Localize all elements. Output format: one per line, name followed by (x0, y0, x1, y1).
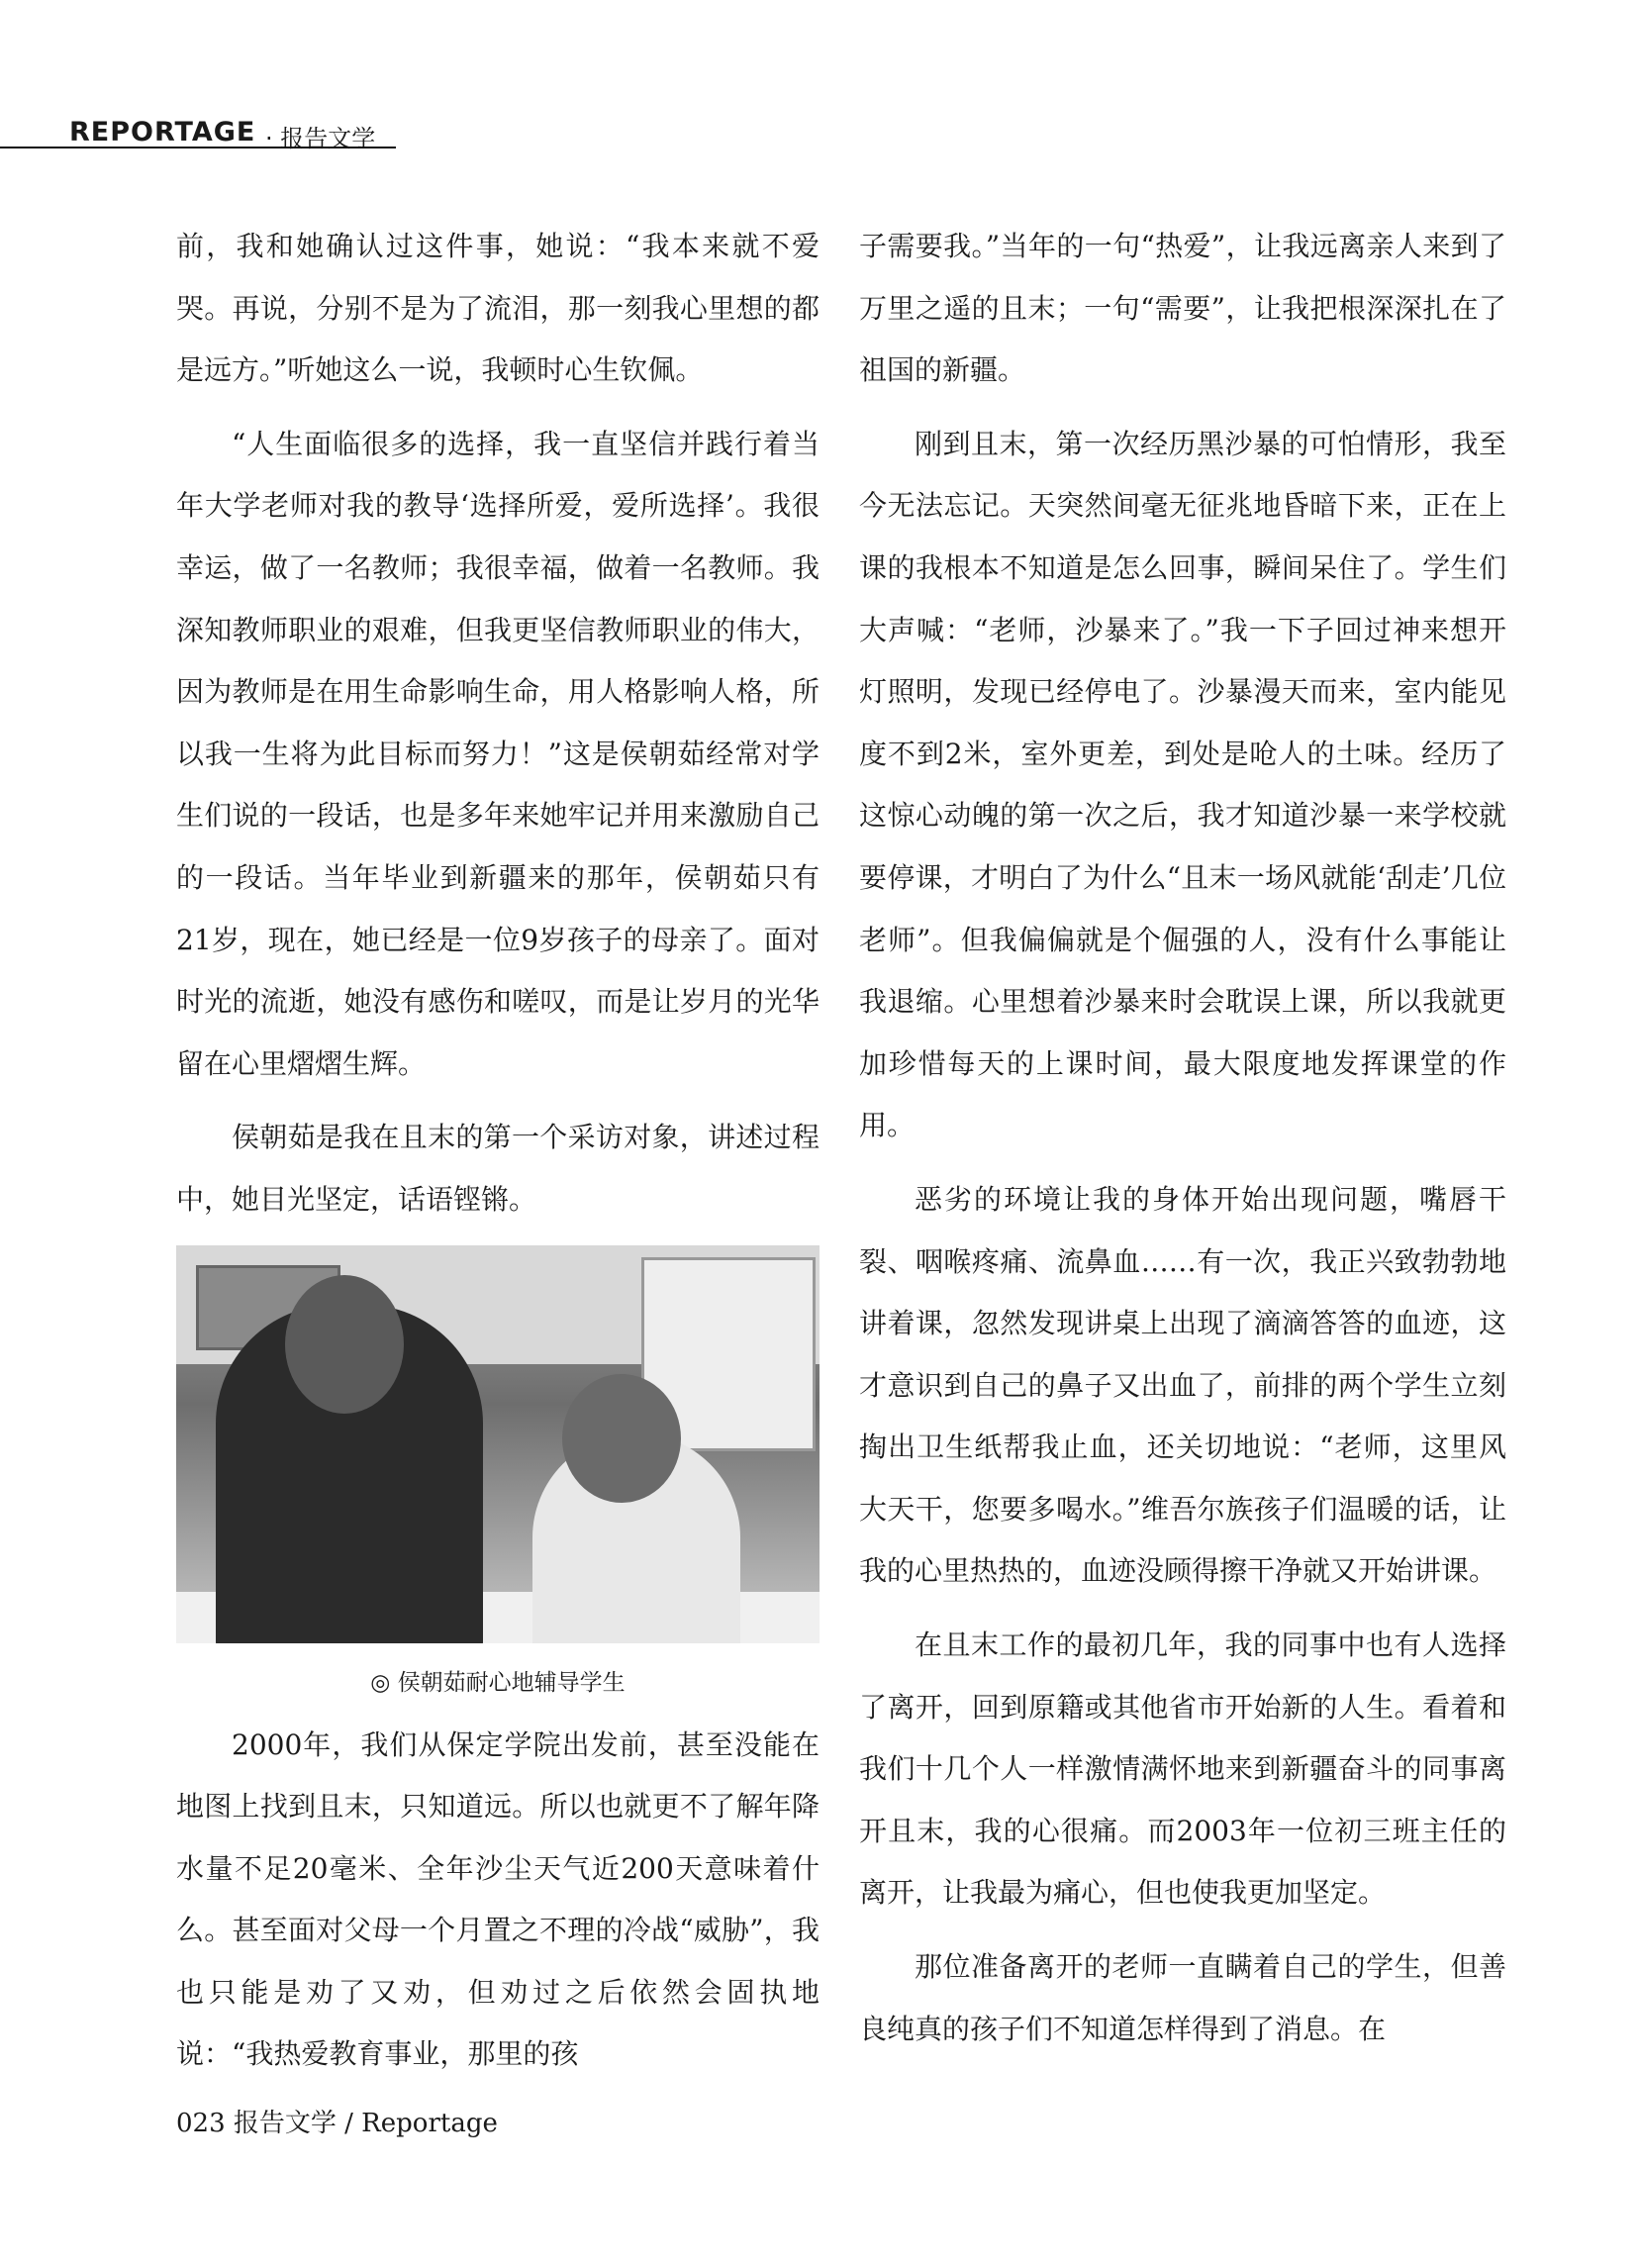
page-header (0, 117, 396, 152)
left-column (176, 216, 820, 2086)
magazine-brand: REPORTAGE (69, 117, 256, 148)
paragraph: 前，我和她确认过这件事，她说：“我本来就不爱哭。再说，分别不是为了流泪，那一刻我心里想的都是远方。”听她这么一说，我顿时心生钦佩。 (176, 230, 820, 387)
paragraph: 在且末工作的最初几年，我的同事中也有人选择了离开，回到原籍或其他省市开始新的人生。看着和我们十几个人一样激情满怀地来到新疆奋斗的同事离开且末，我的心很痛。而2003年一位初三班主任的离开，让我最为痛心，但也使我更加坚定。 (859, 1628, 1506, 1910)
paragraph: 侯朝茹是我在且末的第一个采访对象，讲述过程中，她目光坚定，话语铿锵。 (176, 1121, 820, 1216)
paragraph: 那位准备离开的老师一直瞒着自己的学生，但善良纯真的孩子们不知道怎样得到了消息。在 (859, 1950, 1506, 2045)
right-column (859, 216, 1506, 2060)
paragraph: “人生面临很多的选择，我一直坚信并践行着当年大学老师对我的教导‘选择所爱，爱所选择’。我很幸运，做了一名教师；我很幸福，做着一名教师。我深知教师职业的艰难，但我更坚信教师职业的伟大，因为教师是在用生命影响生命，用人格影响人格，所以我一生将为此目标而努力！”这是侯朝茹经常对学生们说的一段话，也是多年来她牢记并用来激励自己的一段话。当年毕业到新疆来的那年，侯朝茹只有21岁，现在，她已经是一位9岁孩子的母亲了。面对时光的流逝，她没有感伤和嗟叹，而是让岁月的光华留在心里熠熠生辉。 (176, 427, 820, 1080)
paragraph: 刚到且末，第一次经历黑沙暴的可怕情形，我至今无法忘记。天突然间毫无征兆地昏暗下来，正在上课的我根本不知道是怎么回事，瞬间呆住了。学生们大声喊：“老师，沙暴来了。”我一下子回过神来想开灯照明，发现已经停电了。沙暴漫天而来，室内能见度不到2米，室外更差，到处是呛人的土味。经历了这惊心动魄的第一次之后，我才知道沙暴一来学校就要停课，才明白了为什么“且末一场风就能‘刮走’几位老师”。但我偏偏就是个倔强的人，没有什么事能让我退缩。心里想着沙暴来时会耽误上课，所以我就更加珍惜每天的上课时间，最大限度地发挥课堂的作用。 (859, 427, 1506, 1142)
page-footer: 023 报告文学 / Reportage (176, 2109, 498, 2138)
paragraph: 恶劣的环境让我的身体开始出现问题，嘴唇干裂、咽喉疼痛、流鼻血……有一次，我正兴致勃勃地讲着课，忽然发现讲桌上出现了滴滴答答的血迹，这才意识到自己的鼻子又出血了，前排的两个学生立刻掏出卫生纸帮我止血，还关切地说：“老师，这里风大天干，您要多喝水。”维吾尔族孩子们温暖的话，让我的心里热热的，血迹没顾得擦干净就又开始讲课。 (859, 1182, 1506, 1588)
paragraph: 2000年，我们从保定学院出发前，甚至没能在地图上找到且末，只知道远。所以也就更不了解年降水量不足20毫米、全年沙尘天气近200天意味着什么。甚至面对父母一个月置之不理的冷战“威胁”，我也只能是劝了又劝，但劝过之后依然会固执地说：“我热爱教育事业，那里的孩 (176, 1727, 820, 2071)
photo-teacher-tutoring (176, 1245, 820, 1643)
header-rule (0, 147, 396, 148)
section-name: · 报告文学 (265, 125, 376, 152)
paragraph: 子需要我。”当年的一句“热爱”，让我远离亲人来到了万里之遥的且末；一句“需要”，让我把根深深扎在了祖国的新疆。 (859, 230, 1506, 387)
photo-caption: ◎ 侯朝茹耐心地辅导学生 (370, 1669, 626, 1696)
